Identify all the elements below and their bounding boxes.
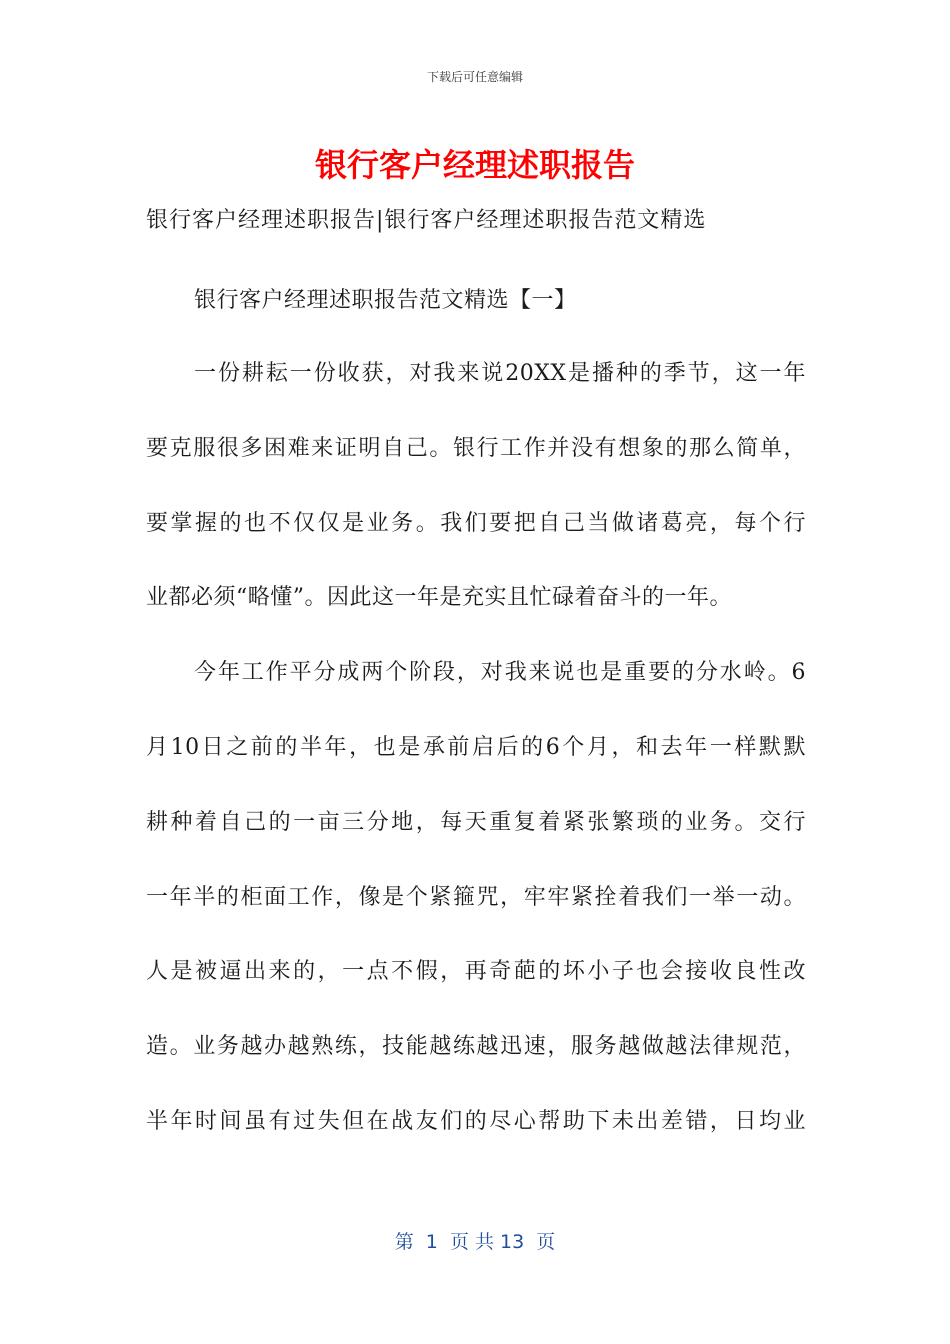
paragraph-line: 要克服很多困难来证明自己。银行工作并没有想象的那么简单， bbox=[146, 436, 806, 461]
paragraph-line: 人是被逼出来的，一点不假，再奇葩的坏小子也会接收良性改 bbox=[146, 959, 806, 984]
header-note: 下载后可任意编辑 bbox=[426, 70, 523, 84]
paragraph-line: 造。业务越办越熟练，技能越练越迅速，服务越做越法律规范， bbox=[146, 1034, 806, 1059]
paragraph-line: 业都必须“略懂”。因此这一年是充实且忙碌着奋斗的一年。 bbox=[146, 585, 732, 610]
document-title: 银行客户经理述职报告 bbox=[314, 146, 635, 184]
paragraph-line: 一年半的柜面工作，像是个紧箍咒，牢牢紧拴着我们一举一动。 bbox=[146, 885, 806, 910]
paragraph-line: 今年工作平分成两个阶段，对我来说也是重要的分水岭。6 bbox=[194, 660, 806, 685]
document-subtitle: 银行客户经理述职报告|银行客户经理述职报告范文精选 bbox=[146, 208, 707, 233]
paragraph-line: 一份耕耘一份收获，对我来说20XX是播种的季节，这一年 bbox=[194, 361, 806, 386]
page-number: 第 1 页 共 13 页 bbox=[394, 1231, 556, 1253]
section-heading: 银行客户经理述职报告范文精选【一】 bbox=[194, 288, 577, 313]
paragraph-line: 月10日之前的半年，也是承前启后的6个月，和去年一样默默 bbox=[146, 735, 806, 760]
paragraph-line: 耕种着自己的一亩三分地，每天重复着紧张繁琐的业务。交行 bbox=[146, 810, 806, 835]
paragraph-line: 要掌握的也不仅仅是业务。我们要把自己当做诸葛亮，每个行 bbox=[146, 511, 806, 536]
paragraph-line: 半年时间虽有过失但在战友们的尽心帮助下未出差错，日均业 bbox=[146, 1109, 806, 1134]
